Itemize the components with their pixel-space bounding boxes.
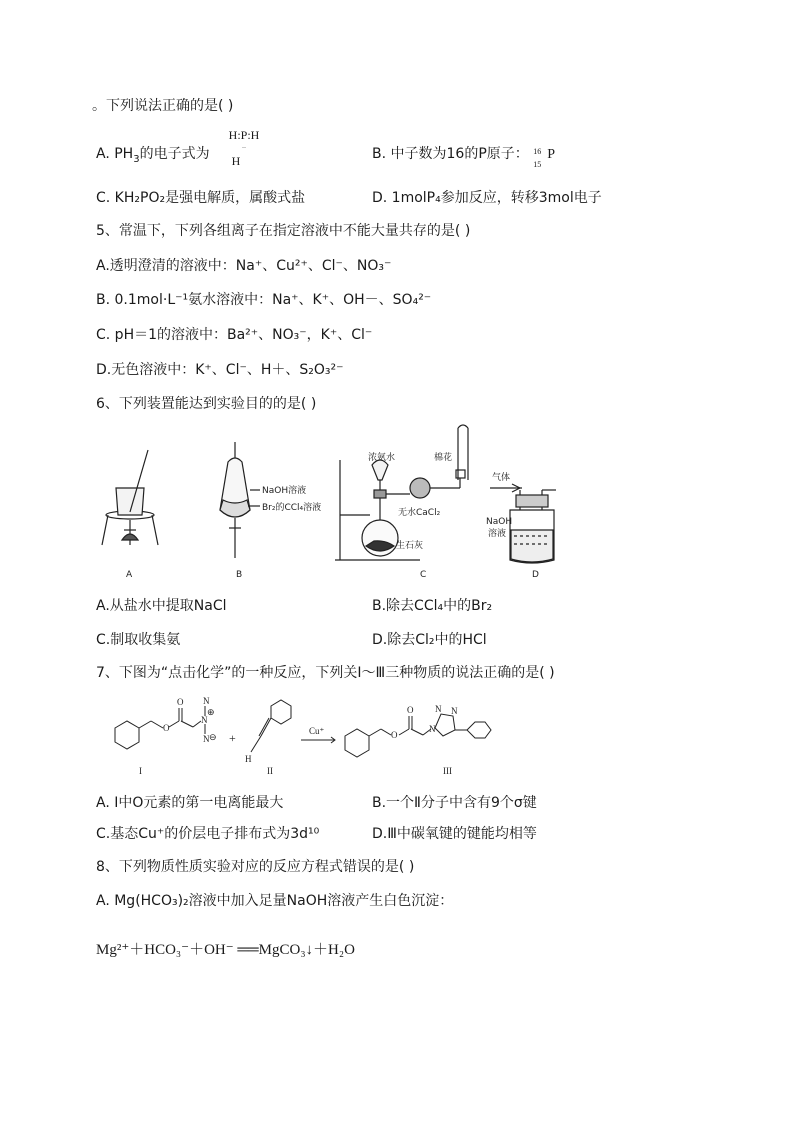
q6-option-c: C.制取收集氨 [96,632,181,648]
ph3-dots: .. [242,141,246,150]
reaction-plus: + [229,731,236,745]
q4-option-a [96,144,210,170]
ph3-top: H:P:H [228,128,260,142]
q7-option-a: A. Ⅰ中O元素的第一电离能最大 [96,795,284,811]
molecule-3-label: III [443,766,452,776]
q4-option-b [372,144,556,169]
reaction-arrow [301,737,335,743]
apparatus-d-naoh: NaOH [486,517,513,527]
m2-h: H [245,754,252,764]
q5-option-b: B. 0.1mol·L⁻¹氨水溶液中：Na⁺、K⁺、OH－、SO₄²⁻ [96,292,432,308]
m3-n2: N [435,704,442,714]
apparatus-b [220,442,260,558]
m3-carbonyl-o: O [407,705,414,715]
q7-reaction-scheme [95,694,535,782]
q6-apparatus-figure [90,420,570,585]
apparatus-b-br2: Br₂的CCl₄溶液 [262,503,322,513]
m3-n3: N [451,706,458,716]
apparatus-d-label: D [532,570,539,580]
q7-option-c: C.基态Cu⁺的价层电子排布式为3d¹⁰ [96,826,320,842]
q4-nuclide-notation [533,144,547,169]
q7-option-b: B.一个Ⅱ分子中含有9个σ键 [372,795,537,811]
apparatus-b-label: B [236,570,243,580]
apparatus-c [335,425,468,560]
m1-carbonyl-o: O [177,697,184,707]
m3-n1: N [429,724,436,734]
m1-n3: N [203,734,210,744]
q4-option-d: D. 1molP₄参加反应，转移3mol电子 [372,190,602,206]
molecule-2-label: II [267,766,273,776]
q5-option-a: A.透明澄清的溶液中：Na⁺、Cu²⁺、Cl⁻、NO₃⁻ [96,258,392,274]
ph3-bottom: H [231,154,241,168]
q5-option-c: C. pH＝1的溶液中：Ba²⁺、NO₃⁻，K⁺、Cl⁻ [96,327,373,343]
q7-option-d: D.Ⅲ中碳氧键的键能均相等 [372,826,537,842]
m1-n2: N [203,696,210,706]
apparatus-a [102,450,158,545]
q5-stem: 5、常温下，下列各组离子在指定溶液中不能大量共存的是( ) [96,223,471,239]
q6-option-b: B.除去CCl₄中的Br₂ [372,598,493,614]
m1-n1: N [201,715,208,725]
q4-stem: 。下列说法正确的是( ) [92,98,234,114]
q8-equation: Mg²⁺＋HCO₃⁻＋OH⁻ ══MgCO₃↓＋H₂O [96,942,355,958]
molecule-3-structure [345,714,491,757]
q6-option-d: D.除去Cl₂中的HCl [372,632,487,648]
apparatus-d-gas: 气体 [492,473,511,483]
q6-stem: 6、下列装置能达到实验目的的是( ) [96,396,317,412]
q6-option-a: A.从盐水中提取NaCl [96,598,227,614]
apparatus-c-ammonia: 浓氨水 [368,453,396,463]
q8-option-a: A. Mg(HCO₃)₂溶液中加入足量NaOH溶液产生白色沉淀： [96,893,454,909]
q4-mass-number: 16 [533,147,542,156]
m1-n-minus: ⊖ [209,732,217,742]
apparatus-a-label: A [126,570,133,580]
ph3-electron-formula [224,128,264,168]
m3-ester-o: O [391,730,398,740]
q4-option-a-suffix: 的电子式为 [139,146,210,162]
q4-option-b-text: B. 中子数为16的P原子： [372,146,529,162]
q4-option-a-prefix: A. PH [96,146,134,162]
q4-option-c: C. KH₂PO₂是强电解质，属酸式盐 [96,190,306,206]
reaction-catalyst: Cu⁺ [309,726,325,736]
q7-stem: 7、下图为“点击化学”的一种反应，下列关Ⅰ～Ⅲ三种物质的说法正确的是( ) [96,665,555,681]
molecule-2-structure [251,700,291,752]
molecule-1-structure [115,706,205,749]
m1-ester-o: O [163,723,170,733]
apparatus-c-label: C [420,570,427,580]
apparatus-c-cacl2: 无水CaCl₂ [398,508,441,518]
q4-atomic-number: 15 [533,160,542,169]
apparatus-c-lime: 生石灰 [396,541,424,551]
q5-option-d: D.无色溶液中：K⁺、Cl⁻、H＋、S₂O₃²⁻ [96,362,344,378]
q8-stem: 8、下列物质性质实验对应的反应方程式错误的是( ) [96,859,415,875]
molecule-1-label: I [139,766,142,776]
apparatus-b-naoh: NaOH溶液 [262,486,307,496]
q4-option-a-sub: 3 [133,153,140,165]
q4-symbol: P [547,147,556,162]
apparatus-d-solution: 溶液 [488,529,507,539]
apparatus-c-cotton: 棉花 [434,453,453,463]
m1-n-plus: ⊕ [207,707,215,717]
